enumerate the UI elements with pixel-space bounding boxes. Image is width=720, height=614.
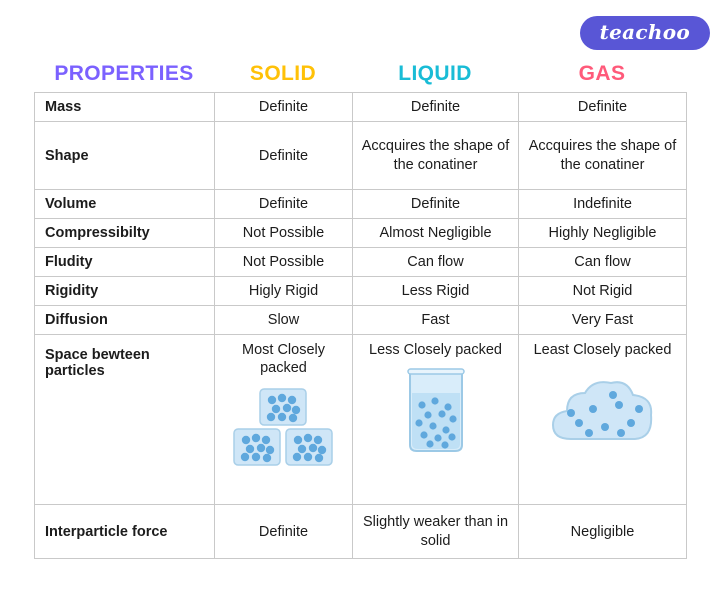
cell-gas: Not Rigid xyxy=(519,277,687,306)
table-row xyxy=(35,505,687,559)
cell-solid: Slow xyxy=(215,306,353,335)
cell-liquid: Slightly weaker than in solid xyxy=(353,505,519,559)
cell-liquid: Can flow xyxy=(353,248,519,277)
cell-liquid: Less Rigid xyxy=(353,277,519,306)
cell-gas: Very Fast xyxy=(519,306,687,335)
row-property-label: Rigidity xyxy=(35,277,215,306)
cell-solid-label: Most Closely packed xyxy=(242,342,325,377)
cell-solid: Definite xyxy=(215,93,353,122)
cell-liquid xyxy=(353,335,519,505)
cell-gas: Accquires the shape of the conatiner xyxy=(519,122,687,190)
column-header-gas: GAS xyxy=(578,62,626,85)
cell-liquid: Almost Negligible xyxy=(353,219,519,248)
cell-liquid-label: Less Closely packed xyxy=(369,342,502,358)
cell-gas-label: Least Closely packed xyxy=(533,342,672,358)
beaker-with-liquid-illustration xyxy=(388,365,484,457)
states-of-matter-table xyxy=(34,92,687,559)
cell-solid: Definite xyxy=(215,190,353,219)
gas-cloud-illustration xyxy=(543,365,663,457)
cell-liquid: Definite xyxy=(353,93,519,122)
cell-gas: Definite xyxy=(519,93,687,122)
table-row xyxy=(35,248,687,277)
row-property-label: Volume xyxy=(35,190,215,219)
table-row xyxy=(35,277,687,306)
cell-solid: Definite xyxy=(215,505,353,559)
cell-gas xyxy=(519,335,687,505)
table-header-row xyxy=(34,62,686,86)
table-row xyxy=(35,219,687,248)
cell-liquid: Definite xyxy=(353,190,519,219)
row-property-label: Compressibilty xyxy=(35,219,215,248)
column-header-solid: SOLID xyxy=(249,62,317,85)
cell-liquid: Accquires the shape of the conatiner xyxy=(353,122,519,190)
bottom-edge xyxy=(0,610,720,614)
cell-solid: Higly Rigid xyxy=(215,277,353,306)
cell-liquid: Fast xyxy=(353,306,519,335)
ice-cubes-illustration xyxy=(224,383,344,475)
column-header-properties: PROPERTIES xyxy=(54,62,194,85)
cell-solid: Not Possible xyxy=(215,248,353,277)
cell-gas: Indefinite xyxy=(519,190,687,219)
table-row xyxy=(35,306,687,335)
cell-solid: Not Possible xyxy=(215,219,353,248)
row-property-label: Diffusion xyxy=(35,306,215,335)
column-header-liquid: LIQUID xyxy=(398,62,472,85)
cell-solid: Definite xyxy=(215,122,353,190)
row-property-label: Interparticle force xyxy=(35,505,215,559)
row-property-label: Shape xyxy=(35,122,215,190)
table-row xyxy=(35,122,687,190)
table-row-space-between-particles xyxy=(35,335,687,505)
table-row xyxy=(35,93,687,122)
teachoo-logo: teachoo xyxy=(580,16,710,50)
cell-gas: Can flow xyxy=(519,248,687,277)
row-property-label: Space bewteen particles xyxy=(35,335,215,505)
table-row xyxy=(35,190,687,219)
cell-gas: Highly Negligible xyxy=(519,219,687,248)
cell-solid xyxy=(215,335,353,505)
row-property-label: Mass xyxy=(35,93,215,122)
cell-gas: Negligible xyxy=(519,505,687,559)
row-property-label: Fludity xyxy=(35,248,215,277)
